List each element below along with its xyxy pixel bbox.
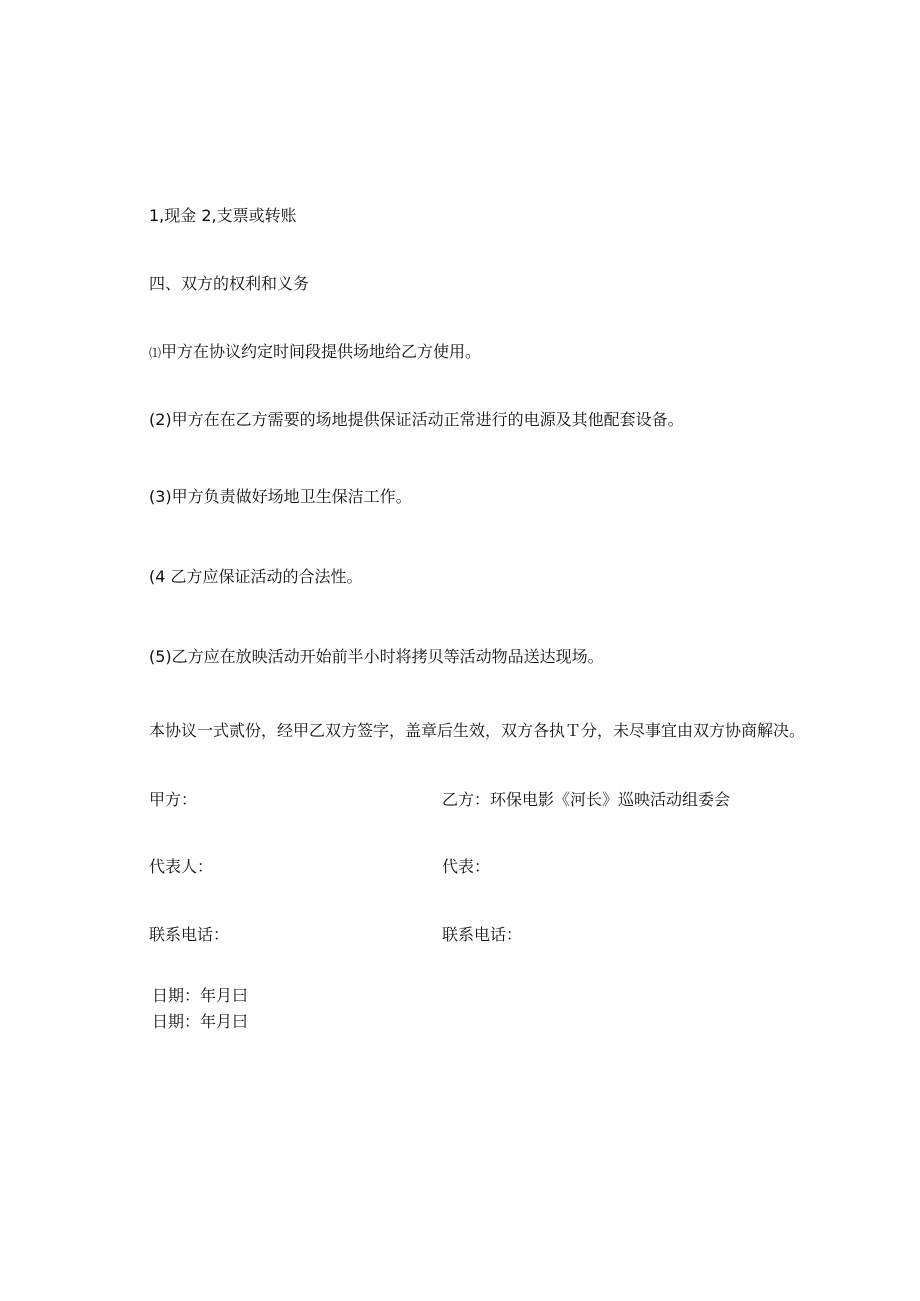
- payment-methods: 1,现金 2,支票或转账: [149, 206, 297, 225]
- section-heading-rights-obligations: 四、双方的权利和义务: [149, 274, 310, 293]
- party-a-representative: 代表人：: [149, 857, 214, 876]
- clause-number: (3): [149, 487, 172, 506]
- clause-number: ⑴: [149, 346, 162, 360]
- clause-text: 甲方在协议约定时间段提供场地给乙方使用。: [161, 342, 482, 361]
- party-b-phone: 联系电话：: [442, 925, 523, 944]
- date-line: 日期：年月曰: [152, 986, 249, 1005]
- clause-text: 甲方负责做好场地卫生保洁工作。: [171, 487, 412, 506]
- clause-number: (4: [149, 567, 171, 586]
- clause-text: 乙方应在放映活动开始前半小时将拷贝等活动物品送达现场。: [171, 647, 604, 666]
- clause-5: [149, 647, 604, 667]
- clause-2: [149, 410, 684, 430]
- date-line: 日期：年月曰: [152, 1012, 249, 1031]
- party-a-label: 甲方：: [149, 790, 198, 809]
- clause-1: [149, 342, 481, 363]
- clause-3: [149, 487, 412, 507]
- clause-4: [149, 567, 363, 587]
- party-b-label: 乙方：环保电影《河长》巡映活动组委会: [442, 790, 731, 809]
- closing-note: 本协议一式贰份，经甲乙双方签字，盖章后生效，双方各执Ｔ分，未尽事宜由双方协商解决。: [149, 721, 806, 740]
- clause-number: (5): [149, 647, 172, 666]
- party-b-representative: 代表：: [442, 857, 491, 876]
- clause-text: 甲方在在乙方需要的场地提供保证活动正常进行的电源及其他配套设备。: [171, 410, 684, 429]
- party-a-phone: 联系电话：: [149, 925, 230, 944]
- clause-number: (2): [149, 410, 172, 429]
- clause-text: 乙方应保证活动的合法性。: [170, 567, 363, 586]
